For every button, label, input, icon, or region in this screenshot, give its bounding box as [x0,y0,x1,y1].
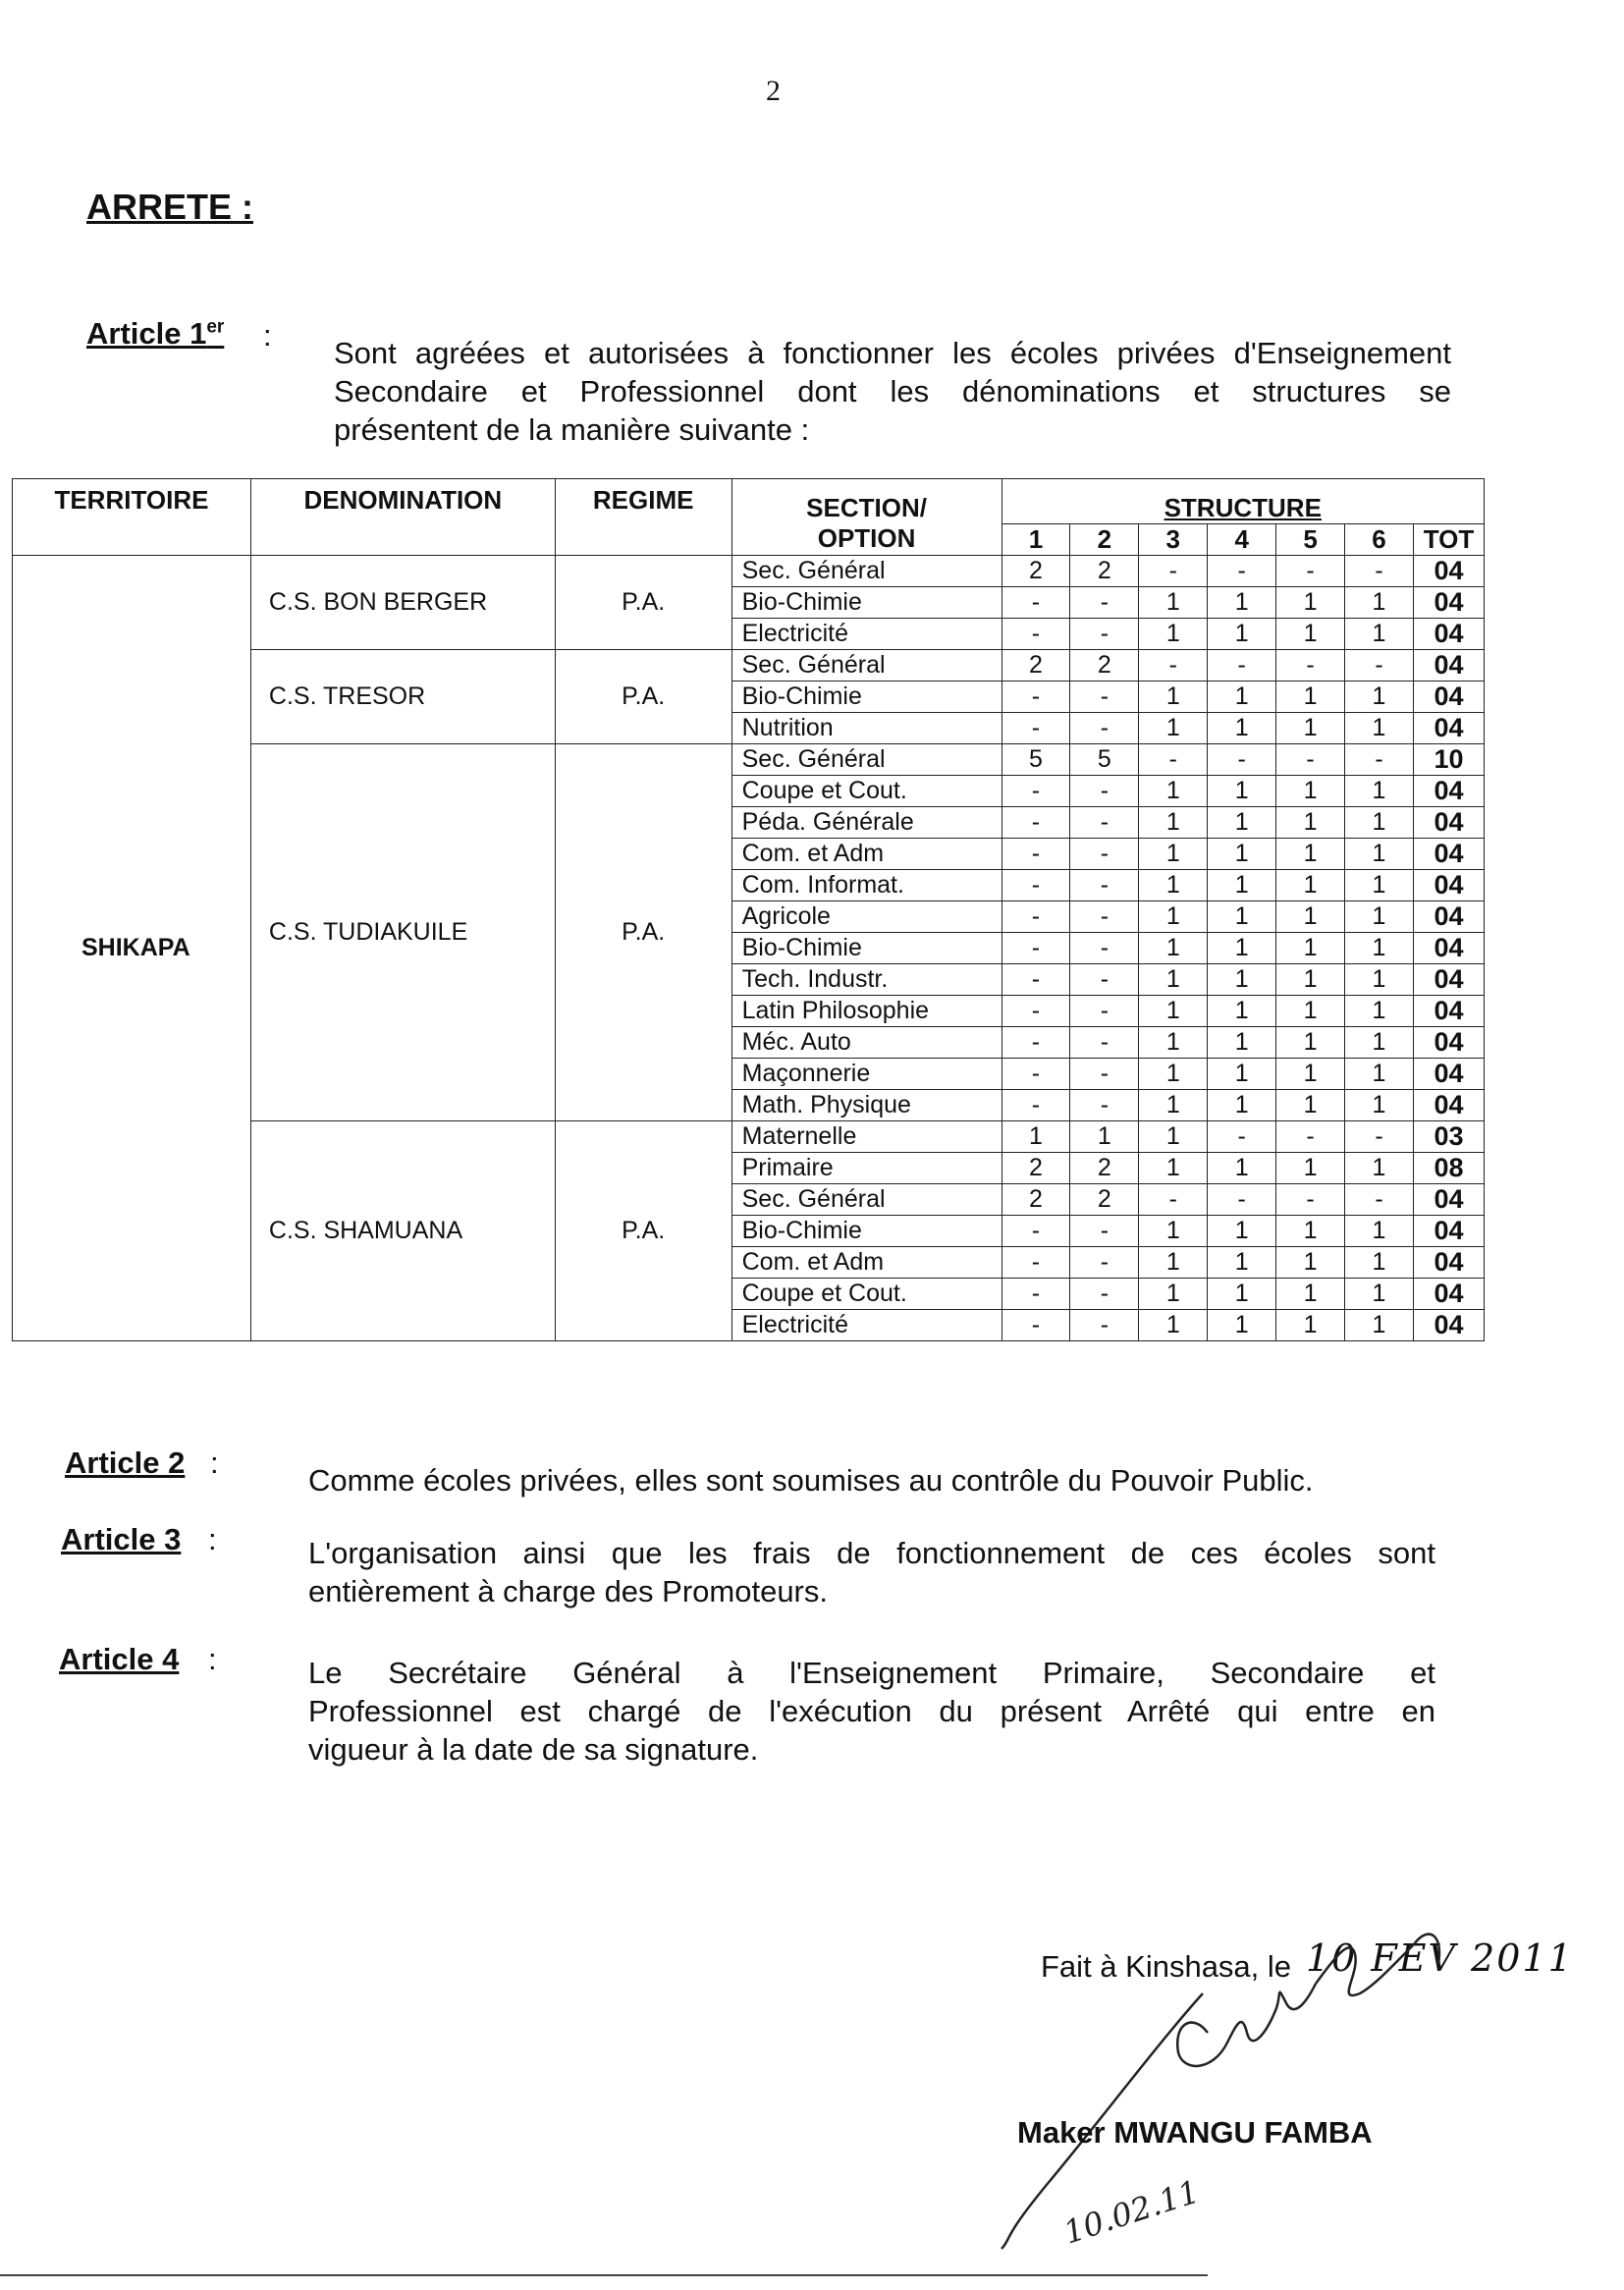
signature-scribble [982,1925,1492,2268]
section-option: Coupe et Cout. [731,776,1001,807]
structure-value: - [1208,1184,1276,1216]
structure-value: 1 [1276,1247,1345,1279]
structure-value: 1 [1208,996,1276,1027]
header-col-tot: TOT [1413,524,1484,556]
structure-value: - [1070,1216,1139,1247]
structure-value: 1 [1139,933,1208,964]
structure-value: 1 [1276,996,1345,1027]
structure-value: - [1345,1184,1414,1216]
header-col-6: 6 [1345,524,1414,556]
section-option: Tech. Industr. [731,964,1001,996]
structure-value: - [1070,619,1139,650]
structure-value: 2 [1070,650,1139,682]
structure-value: 1 [1208,1247,1276,1279]
structure-total: 04 [1413,933,1484,964]
article-1-line: Sont agréées et autorisées à fonctionner les écoles privées d'Enseignement [334,336,1451,370]
school-regime: P.A. [555,556,731,650]
article-1-text [334,334,1451,449]
section-option: Math. Physique [731,1090,1001,1121]
structure-value: - [1070,1247,1139,1279]
structure-value: - [1001,870,1070,901]
structure-value: - [1001,1216,1070,1247]
header-col-1: 1 [1001,524,1070,556]
structure-value: 1 [1345,713,1414,744]
section-option: Com. Informat. [731,870,1001,901]
article-3-label [61,1522,181,1557]
header-denomination: DENOMINATION [250,479,555,556]
structure-value: 1 [1208,619,1276,650]
header-structure: STRUCTURE [1001,479,1485,524]
structure-value: - [1208,650,1276,682]
structure-total: 10 [1413,744,1484,776]
structure-value: - [1001,682,1070,713]
structure-value: 1 [1208,776,1276,807]
article-4-line: vigueur à la date de sa signature. [308,1732,759,1767]
header-section: SECTION/ [806,493,927,522]
structure-value: - [1001,1247,1070,1279]
article-3-line: L'organisation ainsi que les frais de fonctionnement de ces écoles sont [308,1536,1435,1570]
structure-value: 1 [1139,1027,1208,1059]
structure-value: 1 [1208,933,1276,964]
table-header-row [13,479,1485,524]
structure-value: 1 [1139,1310,1208,1341]
section-option: Latin Philosophie [731,996,1001,1027]
structure-value: 1 [1276,1059,1345,1090]
structure-total: 03 [1413,1121,1484,1153]
structure-value: 1 [1345,1310,1414,1341]
article-2-label [65,1445,185,1481]
structure-value: - [1139,744,1208,776]
section-option: Coupe et Cout. [731,1279,1001,1310]
header-col-2: 2 [1070,524,1139,556]
school-name: C.S. TRESOR [250,650,555,744]
structure-total: 04 [1413,1184,1484,1216]
structure-value: - [1139,1184,1208,1216]
structure-value: 1 [1139,870,1208,901]
structure-value: 1 [1208,1310,1276,1341]
section-option: Electricité [731,619,1001,650]
structure-value: - [1001,1027,1070,1059]
structure-value: - [1001,901,1070,933]
structure-value: 1 [1345,1090,1414,1121]
structure-total: 04 [1413,619,1484,650]
structure-value: - [1001,1279,1070,1310]
structure-value: - [1070,933,1139,964]
article-2-text [308,1461,1437,1499]
structure-total: 08 [1413,1153,1484,1184]
structure-value: 1 [1208,964,1276,996]
page-number: 2 [766,75,781,107]
structure-value: - [1070,713,1139,744]
structure-value: 1 [1139,901,1208,933]
structure-value: 1 [1345,1247,1414,1279]
structure-value: - [1276,1184,1345,1216]
structure-value: 1 [1208,839,1276,870]
article-4-line: Le Secrétaire Général à l'Enseignement Primaire, Secondaire et [308,1656,1435,1690]
structure-value: 1 [1139,682,1208,713]
structure-value: 1 [1276,964,1345,996]
structure-value: - [1208,744,1276,776]
structure-value: - [1070,682,1139,713]
structure-value: - [1070,870,1139,901]
section-option: Electricité [731,1310,1001,1341]
article-1-label-text: Article 1 [86,316,207,351]
structure-value: - [1208,1121,1276,1153]
footer-rule [0,2274,1208,2276]
section-option: Com. et Adm [731,839,1001,870]
structure-value: - [1276,650,1345,682]
structure-value: 1 [1276,807,1345,839]
structure-value: 5 [1070,744,1139,776]
structure-total: 04 [1413,556,1484,587]
structure-value: 1 [1139,1090,1208,1121]
article-2-colon: : [210,1445,219,1480]
structure-value: - [1070,1059,1139,1090]
structure-value: 1 [1345,682,1414,713]
structure-total: 04 [1413,1247,1484,1279]
structure-value: - [1070,996,1139,1027]
article-4-text [308,1654,1435,1769]
structure-value: 1 [1345,1279,1414,1310]
structure-value: - [1345,556,1414,587]
section-option: Bio-Chimie [731,587,1001,619]
structure-value: 2 [1070,1153,1139,1184]
structure-value: 1 [1208,1059,1276,1090]
article-1-line: Secondaire et Professionnel dont les dénominations et structures se [334,374,1451,409]
structure-value: 1 [1276,1153,1345,1184]
article-1-label-sup: er [206,316,225,338]
header-territoire: TERRITOIRE [13,479,251,556]
section-option: Péda. Générale [731,807,1001,839]
structure-value: 1 [1139,839,1208,870]
article-2-label-text: Article 2 [65,1445,186,1480]
article-1-colon: : [263,318,272,353]
structure-value: 1 [1276,933,1345,964]
structure-value: 1 [1276,1090,1345,1121]
structure-value: - [1070,807,1139,839]
structure-value: 1 [1208,901,1276,933]
structure-value: - [1070,1090,1139,1121]
structure-value: 1 [1001,1121,1070,1153]
structure-value: - [1345,744,1414,776]
structure-total: 04 [1413,1310,1484,1341]
structure-value: 1 [1208,713,1276,744]
structure-value: 2 [1070,556,1139,587]
structure-value: 1 [1276,587,1345,619]
structure-value: 1 [1345,807,1414,839]
structure-value: - [1276,556,1345,587]
section-option: Nutrition [731,713,1001,744]
article-3-line: entièrement à charge des Promoteurs. [308,1574,828,1608]
section-option: Bio-Chimie [731,1216,1001,1247]
structure-total: 04 [1413,870,1484,901]
header-col-4: 4 [1208,524,1276,556]
article-4-colon: : [208,1642,217,1676]
structure-value: 2 [1001,1153,1070,1184]
structure-value: 1 [1208,1279,1276,1310]
header-section-option [731,479,1001,556]
structure-total: 04 [1413,1279,1484,1310]
section-option: Com. et Adm [731,1247,1001,1279]
section-option: Sec. Général [731,1184,1001,1216]
structure-value: - [1276,744,1345,776]
table-row [13,556,1485,587]
structure-value: 1 [1345,839,1414,870]
header-option: OPTION [817,523,916,553]
territory-cell: SHIKAPA [13,556,251,1341]
structure-value: - [1070,839,1139,870]
school-regime: P.A. [555,744,731,1121]
place-date-text: Fait à Kinshasa, le [1041,1949,1292,1984]
structure-total: 04 [1413,901,1484,933]
structure-value: 1 [1139,1216,1208,1247]
structure-value: - [1001,933,1070,964]
structure-value: 1 [1139,587,1208,619]
structure-value: - [1001,587,1070,619]
structure-value: 1 [1345,996,1414,1027]
structure-total: 04 [1413,1027,1484,1059]
structure-value: - [1001,1310,1070,1341]
structure-value: 1 [1139,1059,1208,1090]
section-option: Agricole [731,901,1001,933]
structure-value: - [1139,556,1208,587]
structure-value: 1 [1345,1153,1414,1184]
structure-value: - [1001,964,1070,996]
school-name: C.S. BON BERGER [250,556,555,650]
signatory-name: Maker MWANGU FAMBA [1017,2115,1373,2150]
structure-value: 1 [1345,587,1414,619]
article-2-line: Comme écoles privées, elles sont soumises au contrôle du Pouvoir Public. [308,1463,1314,1498]
structure-value: 1 [1345,901,1414,933]
school-name: C.S. SHAMUANA [250,1121,555,1341]
structure-value: 1 [1345,1027,1414,1059]
structure-value: - [1001,839,1070,870]
structure-value: 2 [1070,1184,1139,1216]
structure-value: - [1070,901,1139,933]
structure-value: 1 [1345,1216,1414,1247]
structure-total: 04 [1413,807,1484,839]
structure-value: - [1001,996,1070,1027]
article-3-text [308,1534,1435,1610]
header-regime: REGIME [555,479,731,556]
school-regime: P.A. [555,1121,731,1341]
structure-value: 1 [1276,901,1345,933]
structure-value: 1 [1070,1121,1139,1153]
structure-value: - [1139,650,1208,682]
section-option: Primaire [731,1153,1001,1184]
structure-value: - [1001,1059,1070,1090]
school-name: C.S. TUDIAKUILE [250,744,555,1121]
structure-value: - [1345,1121,1414,1153]
article-1-label [86,316,224,352]
structure-value: 1 [1276,870,1345,901]
structure-value: 2 [1001,650,1070,682]
structure-value: 1 [1139,776,1208,807]
structure-value: - [1070,587,1139,619]
structure-total: 04 [1413,996,1484,1027]
structure-value: - [1070,1027,1139,1059]
structure-value: 1 [1276,1279,1345,1310]
structure-value: - [1070,1310,1139,1341]
structure-value: - [1345,650,1414,682]
structure-value: 1 [1208,870,1276,901]
structure-value: 1 [1208,682,1276,713]
structure-total: 04 [1413,839,1484,870]
section-option: Sec. Général [731,650,1001,682]
section-option: Sec. Général [731,744,1001,776]
section-option: Maçonnerie [731,1059,1001,1090]
header-col-5: 5 [1276,524,1345,556]
structure-value: - [1070,776,1139,807]
article-4-label-text: Article 4 [59,1642,180,1676]
section-option: Sec. Général [731,556,1001,587]
structure-value: 1 [1139,964,1208,996]
structure-value: - [1001,1090,1070,1121]
structure-total: 04 [1413,587,1484,619]
structure-total: 04 [1413,650,1484,682]
school-regime: P.A. [555,650,731,744]
structure-value: 1 [1276,713,1345,744]
section-option: Bio-Chimie [731,933,1001,964]
structure-value: 2 [1001,1184,1070,1216]
structure-value: 1 [1345,619,1414,650]
structure-value: 1 [1208,1027,1276,1059]
structure-value: 2 [1001,556,1070,587]
structure-value: 1 [1208,807,1276,839]
structure-value: - [1208,556,1276,587]
structure-value: 1 [1139,1279,1208,1310]
structure-total: 04 [1413,1059,1484,1090]
structure-value: 1 [1208,1216,1276,1247]
structure-total: 04 [1413,713,1484,744]
structure-value: 1 [1139,713,1208,744]
structure-value: - [1070,1279,1139,1310]
structure-total: 04 [1413,1090,1484,1121]
structure-value: 1 [1139,996,1208,1027]
structure-total: 04 [1413,776,1484,807]
article-4-line: Professionnel est chargé de l'exécution du présent Arrêté qui entre en [308,1694,1435,1728]
article-3-label-text: Article 3 [61,1522,182,1556]
section-option: Bio-Chimie [731,682,1001,713]
structure-value: - [1001,619,1070,650]
structure-total: 04 [1413,682,1484,713]
header-col-3: 3 [1139,524,1208,556]
structure-total: 04 [1413,1216,1484,1247]
article-1-line: présentent de la manière suivante : [334,412,810,447]
structure-value: 1 [1139,619,1208,650]
structure-value: 1 [1345,964,1414,996]
structure-value: 1 [1139,807,1208,839]
structure-value: - [1001,776,1070,807]
structure-value: - [1276,1121,1345,1153]
structure-value: 1 [1208,1153,1276,1184]
structure-value: 1 [1345,776,1414,807]
structure-value: 5 [1001,744,1070,776]
article-3-colon: : [208,1522,217,1556]
structure-total: 04 [1413,964,1484,996]
structure-value: - [1001,807,1070,839]
structure-value: 1 [1139,1247,1208,1279]
structure-value: 1 [1276,1216,1345,1247]
structure-value: 1 [1276,776,1345,807]
structure-value: 1 [1276,682,1345,713]
structure-value: 1 [1139,1121,1208,1153]
section-option: Maternelle [731,1121,1001,1153]
handwritten-date: 10 FEV 2011 [1306,1936,1574,1980]
article-4-label [59,1642,179,1677]
decree-heading: ARRETE : [86,187,253,227]
structure-value: 1 [1276,1027,1345,1059]
structure-value: 1 [1345,933,1414,964]
structure-value: - [1070,964,1139,996]
structure-value: 1 [1208,1090,1276,1121]
schools-structure-table [12,478,1485,1341]
structure-value: 1 [1345,1059,1414,1090]
structure-value: 1 [1208,587,1276,619]
structure-value: - [1001,713,1070,744]
initials-date: 10.02.11 [1058,2172,1204,2252]
structure-value: 1 [1345,870,1414,901]
structure-value: 1 [1276,1310,1345,1341]
structure-value: 1 [1276,839,1345,870]
structure-value: 1 [1276,619,1345,650]
section-option: Méc. Auto [731,1027,1001,1059]
structure-value: 1 [1139,1153,1208,1184]
